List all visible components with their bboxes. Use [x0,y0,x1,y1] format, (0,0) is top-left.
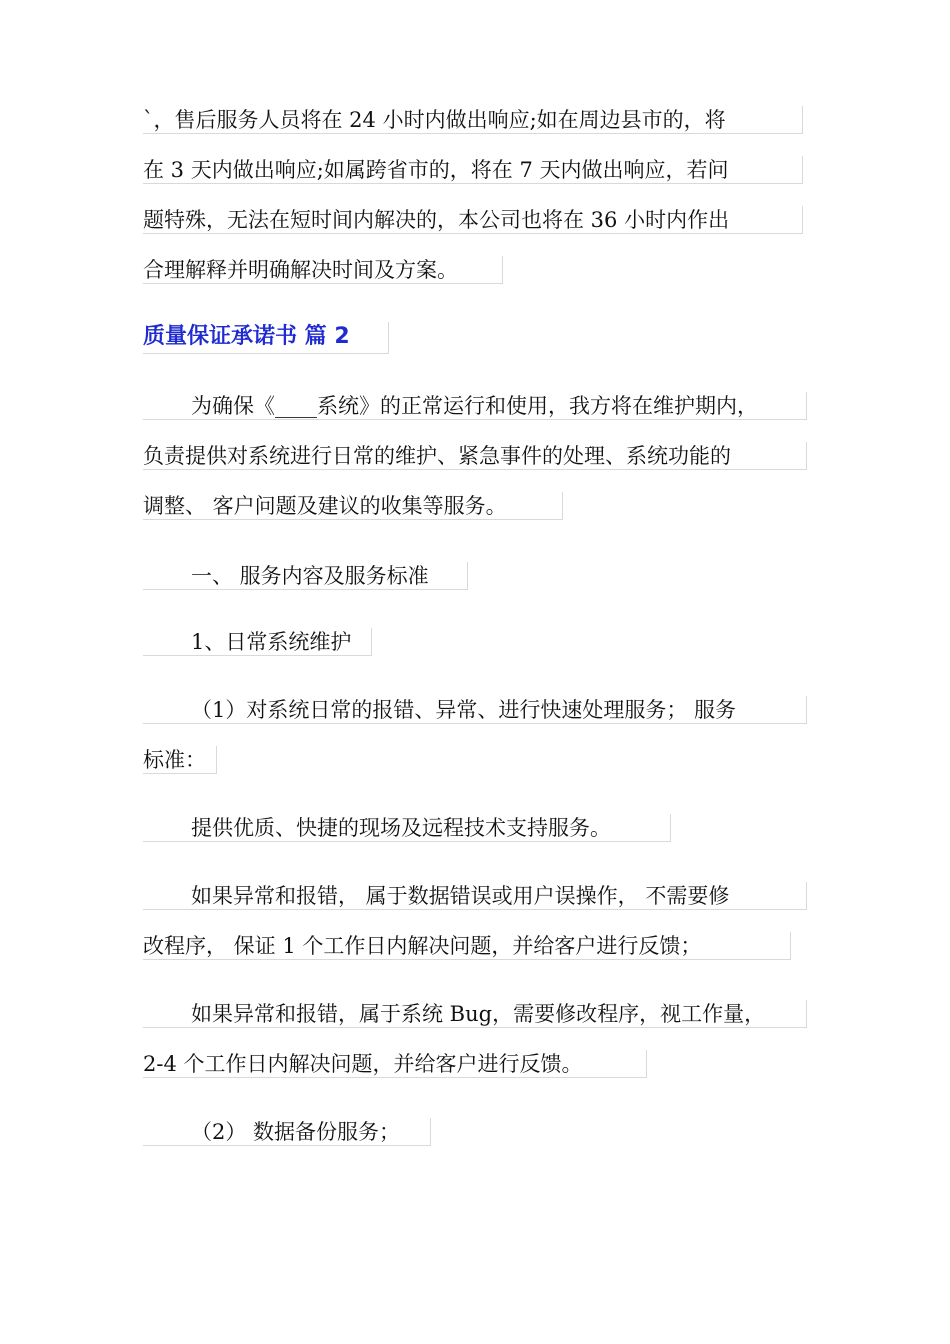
section-heading: 质量保证承诺书 篇 2 [143,322,389,354]
paragraph-line: 在 3 天内做出响应;如属跨省市的，将在 7 天内做出响应，若问 [143,156,803,184]
paragraph-line: 如果异常和报错，属于系统 Bug，需要修改程序，视工作量， [143,1000,807,1028]
paragraph-line: 为确保《____系统》的正常运行和使用，我方将在维护期内， [143,392,807,420]
paragraph-line: 合理解释并明确解决时间及方案。 [143,256,503,284]
list-subitem-title: 1、日常系统维护 [143,628,372,656]
paragraph-line: 标准： [143,746,217,774]
paragraph-line: （1）对系统日常的报错、异常、进行快速处理服务； 服务 [143,696,807,724]
paragraph-line: 调整、 客户问题及建议的收集等服务。 [143,492,563,520]
list-subitem: （2） 数据备份服务； [143,1118,431,1146]
paragraph-line: 如果异常和报错， 属于数据错误或用户误操作， 不需要修 [143,882,807,910]
paragraph-line: 题特殊，无法在短时间内解决的，本公司也将在 36 小时内作出 [143,206,803,234]
paragraph-line: 2-4 个工作日内解决问题，并给客户进行反馈。 [143,1050,647,1078]
list-item-title: 一、 服务内容及服务标准 [143,562,468,590]
paragraph-line: 负责提供对系统进行日常的维护、紧急事件的处理、系统功能的 [143,442,807,470]
paragraph-line: 改程序， 保证 1 个工作日内解决问题，并给客户进行反馈； [143,932,791,960]
paragraph-line: 提供优质、快捷的现场及远程技术支持服务。 [143,814,671,842]
paragraph-line: `，售后服务人员将在 24 小时内做出响应;如在周边县市的，将 [143,106,803,134]
